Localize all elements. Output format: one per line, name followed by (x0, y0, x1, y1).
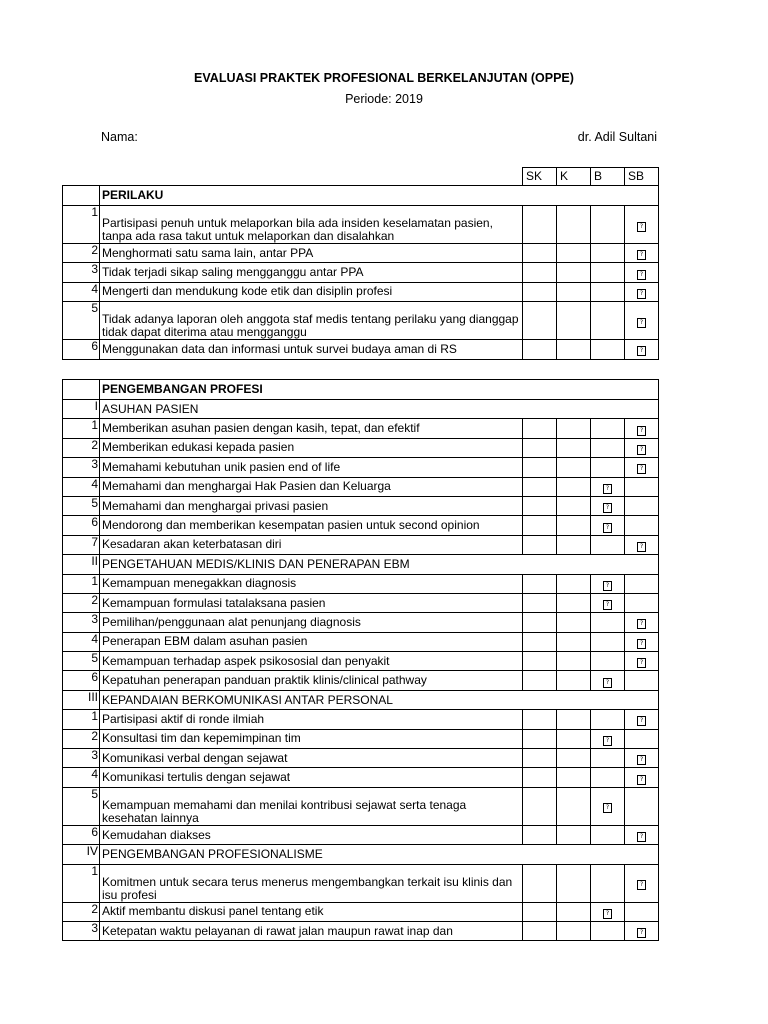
pengembangan-cell-sb (625, 902, 659, 921)
pengembangan-cell-b (591, 710, 625, 729)
pengembangan-cell-sk (523, 671, 557, 690)
checkmark-box-icon: ? (637, 250, 646, 260)
pengembangan-row-text: Kemudahan diakses (100, 825, 523, 844)
pengembangan-row-number: 6 (63, 825, 100, 844)
checkmark-box-icon: ? (603, 909, 612, 919)
pengembangan-cell-sk (523, 921, 557, 940)
pengembangan-row (63, 593, 659, 612)
pengembangan-cell-k (557, 535, 591, 554)
pengembangan-cell-b (591, 768, 625, 787)
pengembangan-cell-sk (523, 535, 557, 554)
pengembangan-cell-sb (625, 438, 659, 457)
checkmark-box-icon: ? (637, 775, 646, 785)
pengembangan-row-number: 5 (63, 652, 100, 671)
pengembangan-cell-k (557, 419, 591, 438)
perilaku-cell-sk (523, 302, 557, 340)
pengembangan-cell-k (557, 593, 591, 612)
pengembangan-cell-b (591, 864, 625, 902)
pengembangan-cell-sb (625, 729, 659, 748)
pengembangan-cell-k (557, 864, 591, 902)
pengembangan-row-number: 5 (63, 787, 100, 825)
pengembangan-row-text: Kepatuhan penerapan panduan praktik klinis/clinical pathway (100, 671, 523, 690)
checkmark-box-icon: ? (637, 928, 646, 938)
pengembangan-cell-k (557, 902, 591, 921)
pengembangan-cell-sb (625, 593, 659, 612)
pengembangan-row-number: 2 (63, 593, 100, 612)
pengembangan-cell-b (591, 458, 625, 477)
pengembangan-cell-sb (625, 419, 659, 438)
pengembangan-cell-b (591, 632, 625, 651)
pengembangan-row-text: Aktif membantu diskusi panel tentang etik (100, 902, 523, 921)
pengembangan-cell-sk (523, 477, 557, 496)
document-title: EVALUASI PRAKTEK PROFESIONAL BERKELANJUTAN (OPPE) (194, 71, 574, 85)
pengembangan-cell-sk (523, 749, 557, 768)
checkmark-box-icon: ? (603, 523, 612, 533)
pengembangan-heading: PENGEMBANGAN PROFESI (100, 380, 659, 400)
pengembangan-cell-sb (625, 652, 659, 671)
checkmark-box-icon: ? (637, 270, 646, 280)
perilaku-row (63, 282, 659, 301)
pengembangan-row-number: 6 (63, 671, 100, 690)
pengembangan-cell-k (557, 768, 591, 787)
pengembangan-row (63, 400, 659, 419)
pengembangan-cell-sk (523, 593, 557, 612)
column-header-b: B (591, 168, 625, 186)
checkmark-box-icon: ? (637, 832, 646, 842)
pengembangan-row (63, 613, 659, 632)
checkmark-box-icon: ? (637, 426, 646, 436)
pengembangan-cell-k (557, 749, 591, 768)
perilaku-cell-sb (625, 244, 659, 263)
pengembangan-cell-b (591, 419, 625, 438)
pengembangan-row (63, 825, 659, 844)
pengembangan-cell-sb (625, 496, 659, 515)
pengembangan-row-number: 3 (63, 749, 100, 768)
perilaku-cell-sb (625, 206, 659, 244)
checkmark-box-icon: ? (603, 484, 612, 494)
pengembangan-row-number: 3 (63, 921, 100, 940)
pengembangan-row (63, 729, 659, 748)
perilaku-cell-sb (625, 340, 659, 359)
checkmark-box-icon: ? (637, 318, 646, 328)
pengembangan-row-number: 1 (63, 864, 100, 902)
pengembangan-row (63, 710, 659, 729)
pengembangan-cell-sk (523, 613, 557, 632)
checkmark-box-icon: ? (603, 736, 612, 746)
pengembangan-row-number: 2 (63, 729, 100, 748)
pengembangan-table (62, 379, 659, 941)
pengembangan-cell-k (557, 496, 591, 515)
column-header-sk: SK (523, 168, 557, 186)
checkmark-box-icon: ? (637, 658, 646, 668)
checkmark-box-icon: ? (603, 600, 612, 610)
pengembangan-row (63, 496, 659, 515)
pengembangan-row (63, 652, 659, 671)
pengembangan-row-text: Memahami dan menghargai Hak Pasien dan Keluarga (100, 477, 523, 496)
pengembangan-cell-sb (625, 458, 659, 477)
pengembangan-cell-k (557, 787, 591, 825)
checkmark-box-icon: ? (603, 581, 612, 591)
pengembangan-cell-sb (625, 613, 659, 632)
pengembangan-cell-sk (523, 729, 557, 748)
pengembangan-cell-sb (625, 749, 659, 768)
checkmark-box-icon: ? (637, 639, 646, 649)
pengembangan-row-text: Komitmen untuk secara terus menerus mengembangkan terkait isu klinis dan isu profesi (100, 864, 523, 902)
perilaku-row (63, 302, 659, 340)
pengembangan-cell-b (591, 593, 625, 612)
pengembangan-cell-k (557, 710, 591, 729)
pengembangan-row-number: 4 (63, 477, 100, 496)
pengembangan-cell-sb (625, 787, 659, 825)
pengembangan-cell-sb (625, 768, 659, 787)
pengembangan-row-text: Pemilihan/penggunaan alat penunjang diagnosis (100, 613, 523, 632)
checkmark-box-icon: ? (637, 222, 646, 232)
pengembangan-row (63, 690, 659, 709)
pengembangan-cell-k (557, 825, 591, 844)
perilaku-cell-sb (625, 263, 659, 282)
perilaku-cell-sk (523, 244, 557, 263)
pengembangan-row (63, 458, 659, 477)
pengembangan-cell-sk (523, 710, 557, 729)
perilaku-row-number: 5 (63, 302, 100, 340)
pengembangan-cell-b (591, 902, 625, 921)
pengembangan-cell-sb (625, 710, 659, 729)
perilaku-cell-k (557, 340, 591, 359)
pengembangan-row-number: 3 (63, 458, 100, 477)
pengembangan-row-number: 1 (63, 574, 100, 593)
pengembangan-cell-b (591, 535, 625, 554)
pengembangan-cell-b (591, 921, 625, 940)
pengembangan-row-number: II (63, 555, 100, 574)
column-header-k: K (557, 168, 591, 186)
pengembangan-section-heading: PENGETAHUAN MEDIS/KLINIS DAN PENERAPAN EBM (100, 555, 659, 574)
pengembangan-cell-k (557, 613, 591, 632)
perilaku-row-text: Partisipasi penuh untuk melaporkan bila ada insiden keselamatan pasien, tanpa ada rasa takut untuk melaporkan dan disalahkan (100, 206, 523, 244)
checkmark-box-icon: ? (637, 464, 646, 474)
pengembangan-cell-sb (625, 535, 659, 554)
perilaku-row-number: 1 (63, 206, 100, 244)
checkmark-box-icon: ? (603, 803, 612, 813)
perilaku-row-text: Menggunakan data dan informasi untuk survei budaya aman di RS (100, 340, 523, 359)
pengembangan-row-number: 6 (63, 516, 100, 535)
perilaku-cell-k (557, 282, 591, 301)
pengembangan-row (63, 864, 659, 902)
perilaku-row-number: 6 (63, 340, 100, 359)
pengembangan-cell-k (557, 632, 591, 651)
pengembangan-cell-b (591, 729, 625, 748)
pengembangan-cell-sb (625, 671, 659, 690)
perilaku-cell-sk (523, 282, 557, 301)
pengembangan-row (63, 768, 659, 787)
pengembangan-row-text: Penerapan EBM dalam asuhan pasien (100, 632, 523, 651)
pengembangan-cell-sb (625, 574, 659, 593)
pengembangan-cell-sk (523, 787, 557, 825)
pengembangan-row (63, 749, 659, 768)
pengembangan-row (63, 787, 659, 825)
pengembangan-row-text: Kemampuan terhadap aspek psikososial dan penyakit (100, 652, 523, 671)
perilaku-row-text: Tidak terjadi sikap saling mengganggu antar PPA (100, 263, 523, 282)
pengembangan-cell-k (557, 729, 591, 748)
name-label: Nama: (101, 130, 138, 144)
pengembangan-cell-sk (523, 768, 557, 787)
pengembangan-cell-k (557, 921, 591, 940)
pengembangan-cell-b (591, 749, 625, 768)
pengembangan-cell-sb (625, 632, 659, 651)
pengembangan-cell-sk (523, 438, 557, 457)
document-period: Periode: 2019 (345, 92, 423, 106)
perilaku-cell-k (557, 302, 591, 340)
pengembangan-row-number: IV (63, 845, 100, 864)
pengembangan-row-text: Kemampuan menegakkan diagnosis (100, 574, 523, 593)
pengembangan-cell-sk (523, 516, 557, 535)
pengembangan-cell-b (591, 496, 625, 515)
pengembangan-row-number: 7 (63, 535, 100, 554)
pengembangan-row-text: Komunikasi verbal dengan sejawat (100, 749, 523, 768)
pengembangan-row-number: 2 (63, 438, 100, 457)
pengembangan-section-heading: KEPANDAIAN BERKOMUNIKASI ANTAR PERSONAL (100, 690, 659, 709)
checkmark-box-icon: ? (637, 445, 646, 455)
pengembangan-row (63, 535, 659, 554)
pengembangan-row (63, 921, 659, 940)
perilaku-heading: PERILAKU (100, 186, 659, 206)
pengembangan-cell-sk (523, 458, 557, 477)
perilaku-row-number: 2 (63, 244, 100, 263)
pengembangan-cell-k (557, 574, 591, 593)
perilaku-cell-k (557, 244, 591, 263)
name-value: dr. Adil Sultani (577, 130, 657, 144)
perilaku-cell-sk (523, 206, 557, 244)
checkmark-box-icon: ? (637, 755, 646, 765)
checkmark-box-icon: ? (637, 880, 646, 890)
pengembangan-row-text: Partisipasi aktif di ronde ilmiah (100, 710, 523, 729)
checkmark-box-icon: ? (637, 289, 646, 299)
perilaku-row (63, 244, 659, 263)
perilaku-table (62, 185, 659, 360)
perilaku-cell-b (591, 282, 625, 301)
pengembangan-cell-sk (523, 902, 557, 921)
checkmark-box-icon: ? (603, 503, 612, 513)
pengembangan-cell-k (557, 438, 591, 457)
perilaku-heading-num-cell (63, 186, 100, 206)
perilaku-row-text: Tidak adanya laporan oleh anggota staf medis tentang perilaku yang dianggap tidak dapat diterima atau mengganggu (100, 302, 523, 340)
pengembangan-row-number: 4 (63, 632, 100, 651)
pengembangan-cell-b (591, 652, 625, 671)
pengembangan-cell-b (591, 438, 625, 457)
checkmark-box-icon: ? (637, 716, 646, 726)
pengembangan-row-text: Kesadaran akan keterbatasan diri (100, 535, 523, 554)
perilaku-cell-sk (523, 340, 557, 359)
pengembangan-row (63, 671, 659, 690)
column-header-sb: SB (625, 168, 659, 186)
pengembangan-row (63, 902, 659, 921)
pengembangan-heading-num-cell (63, 380, 100, 400)
pengembangan-cell-sk (523, 574, 557, 593)
pengembangan-cell-sk (523, 864, 557, 902)
pengembangan-row-text: Memahami kebutuhan unik pasien end of life (100, 458, 523, 477)
pengembangan-row (63, 477, 659, 496)
pengembangan-row (63, 438, 659, 457)
pengembangan-cell-sb (625, 864, 659, 902)
pengembangan-row (63, 419, 659, 438)
pengembangan-row (63, 516, 659, 535)
perilaku-row-text: Menghormati satu sama lain, antar PPA (100, 244, 523, 263)
perilaku-cell-b (591, 244, 625, 263)
perilaku-row-text: Mengerti dan mendukung kode etik dan disiplin profesi (100, 282, 523, 301)
pengembangan-cell-sb (625, 921, 659, 940)
pengembangan-row-text: Memberikan asuhan pasien dengan kasih, tepat, dan efektif (100, 419, 523, 438)
pengembangan-section-heading: ASUHAN PASIEN (100, 400, 659, 419)
pengembangan-row-number: 5 (63, 496, 100, 515)
perilaku-cell-sb (625, 282, 659, 301)
perilaku-cell-sk (523, 263, 557, 282)
pengembangan-row (63, 632, 659, 651)
pengembangan-cell-sk (523, 419, 557, 438)
pengembangan-cell-b (591, 574, 625, 593)
pengembangan-cell-sb (625, 516, 659, 535)
pengembangan-row-text: Komunikasi tertulis dengan sejawat (100, 768, 523, 787)
pengembangan-cell-k (557, 477, 591, 496)
pengembangan-cell-sb (625, 825, 659, 844)
checkmark-box-icon: ? (637, 346, 646, 356)
pengembangan-row-text: Memahami dan menghargai privasi pasien (100, 496, 523, 515)
pengembangan-cell-k (557, 516, 591, 535)
pengembangan-section-heading: PENGEMBANGAN PROFESIONALISME (100, 845, 659, 864)
pengembangan-row-number: III (63, 690, 100, 709)
perilaku-cell-b (591, 340, 625, 359)
perilaku-cell-b (591, 302, 625, 340)
pengembangan-row-text: Mendorong dan memberikan kesempatan pasien untuk second opinion (100, 516, 523, 535)
pengembangan-row-number: 1 (63, 419, 100, 438)
pengembangan-cell-sk (523, 496, 557, 515)
perilaku-cell-k (557, 206, 591, 244)
column-header-table (522, 167, 659, 186)
perilaku-cell-b (591, 206, 625, 244)
pengembangan-cell-b (591, 477, 625, 496)
pengembangan-row-text: Konsultasi tim dan kepemimpinan tim (100, 729, 523, 748)
pengembangan-cell-sk (523, 652, 557, 671)
pengembangan-cell-b (591, 613, 625, 632)
pengembangan-row (63, 845, 659, 864)
checkmark-box-icon: ? (637, 542, 646, 552)
pengembangan-cell-b (591, 787, 625, 825)
pengembangan-cell-b (591, 671, 625, 690)
checkmark-box-icon: ? (603, 678, 612, 688)
pengembangan-row-number: 3 (63, 613, 100, 632)
pengembangan-row-text: Memberikan edukasi kepada pasien (100, 438, 523, 457)
pengembangan-row-number: 4 (63, 768, 100, 787)
pengembangan-cell-k (557, 458, 591, 477)
pengembangan-row (63, 555, 659, 574)
pengembangan-row-text: Ketepatan waktu pelayanan di rawat jalan maupun rawat inap dan (100, 921, 523, 940)
pengembangan-row-number: 2 (63, 902, 100, 921)
pengembangan-cell-b (591, 516, 625, 535)
perilaku-row (63, 340, 659, 359)
perilaku-cell-k (557, 263, 591, 282)
pengembangan-row-text: Kemampuan memahami dan menilai kontribusi sejawat serta tenaga kesehatan lainnya (100, 787, 523, 825)
checkmark-box-icon: ? (637, 619, 646, 629)
perilaku-row-number: 3 (63, 263, 100, 282)
pengembangan-cell-sb (625, 477, 659, 496)
pengembangan-cell-k (557, 652, 591, 671)
perilaku-row (63, 263, 659, 282)
pengembangan-row-number: 1 (63, 710, 100, 729)
perilaku-row-number: 4 (63, 282, 100, 301)
pengembangan-cell-sk (523, 825, 557, 844)
pengembangan-row-text: Kemampuan formulasi tatalaksana pasien (100, 593, 523, 612)
pengembangan-cell-b (591, 825, 625, 844)
pengembangan-row (63, 574, 659, 593)
perilaku-cell-sb (625, 302, 659, 340)
perilaku-cell-b (591, 263, 625, 282)
pengembangan-cell-k (557, 671, 591, 690)
pengembangan-cell-sk (523, 632, 557, 651)
perilaku-row (63, 206, 659, 244)
pengembangan-row-number: I (63, 400, 100, 419)
